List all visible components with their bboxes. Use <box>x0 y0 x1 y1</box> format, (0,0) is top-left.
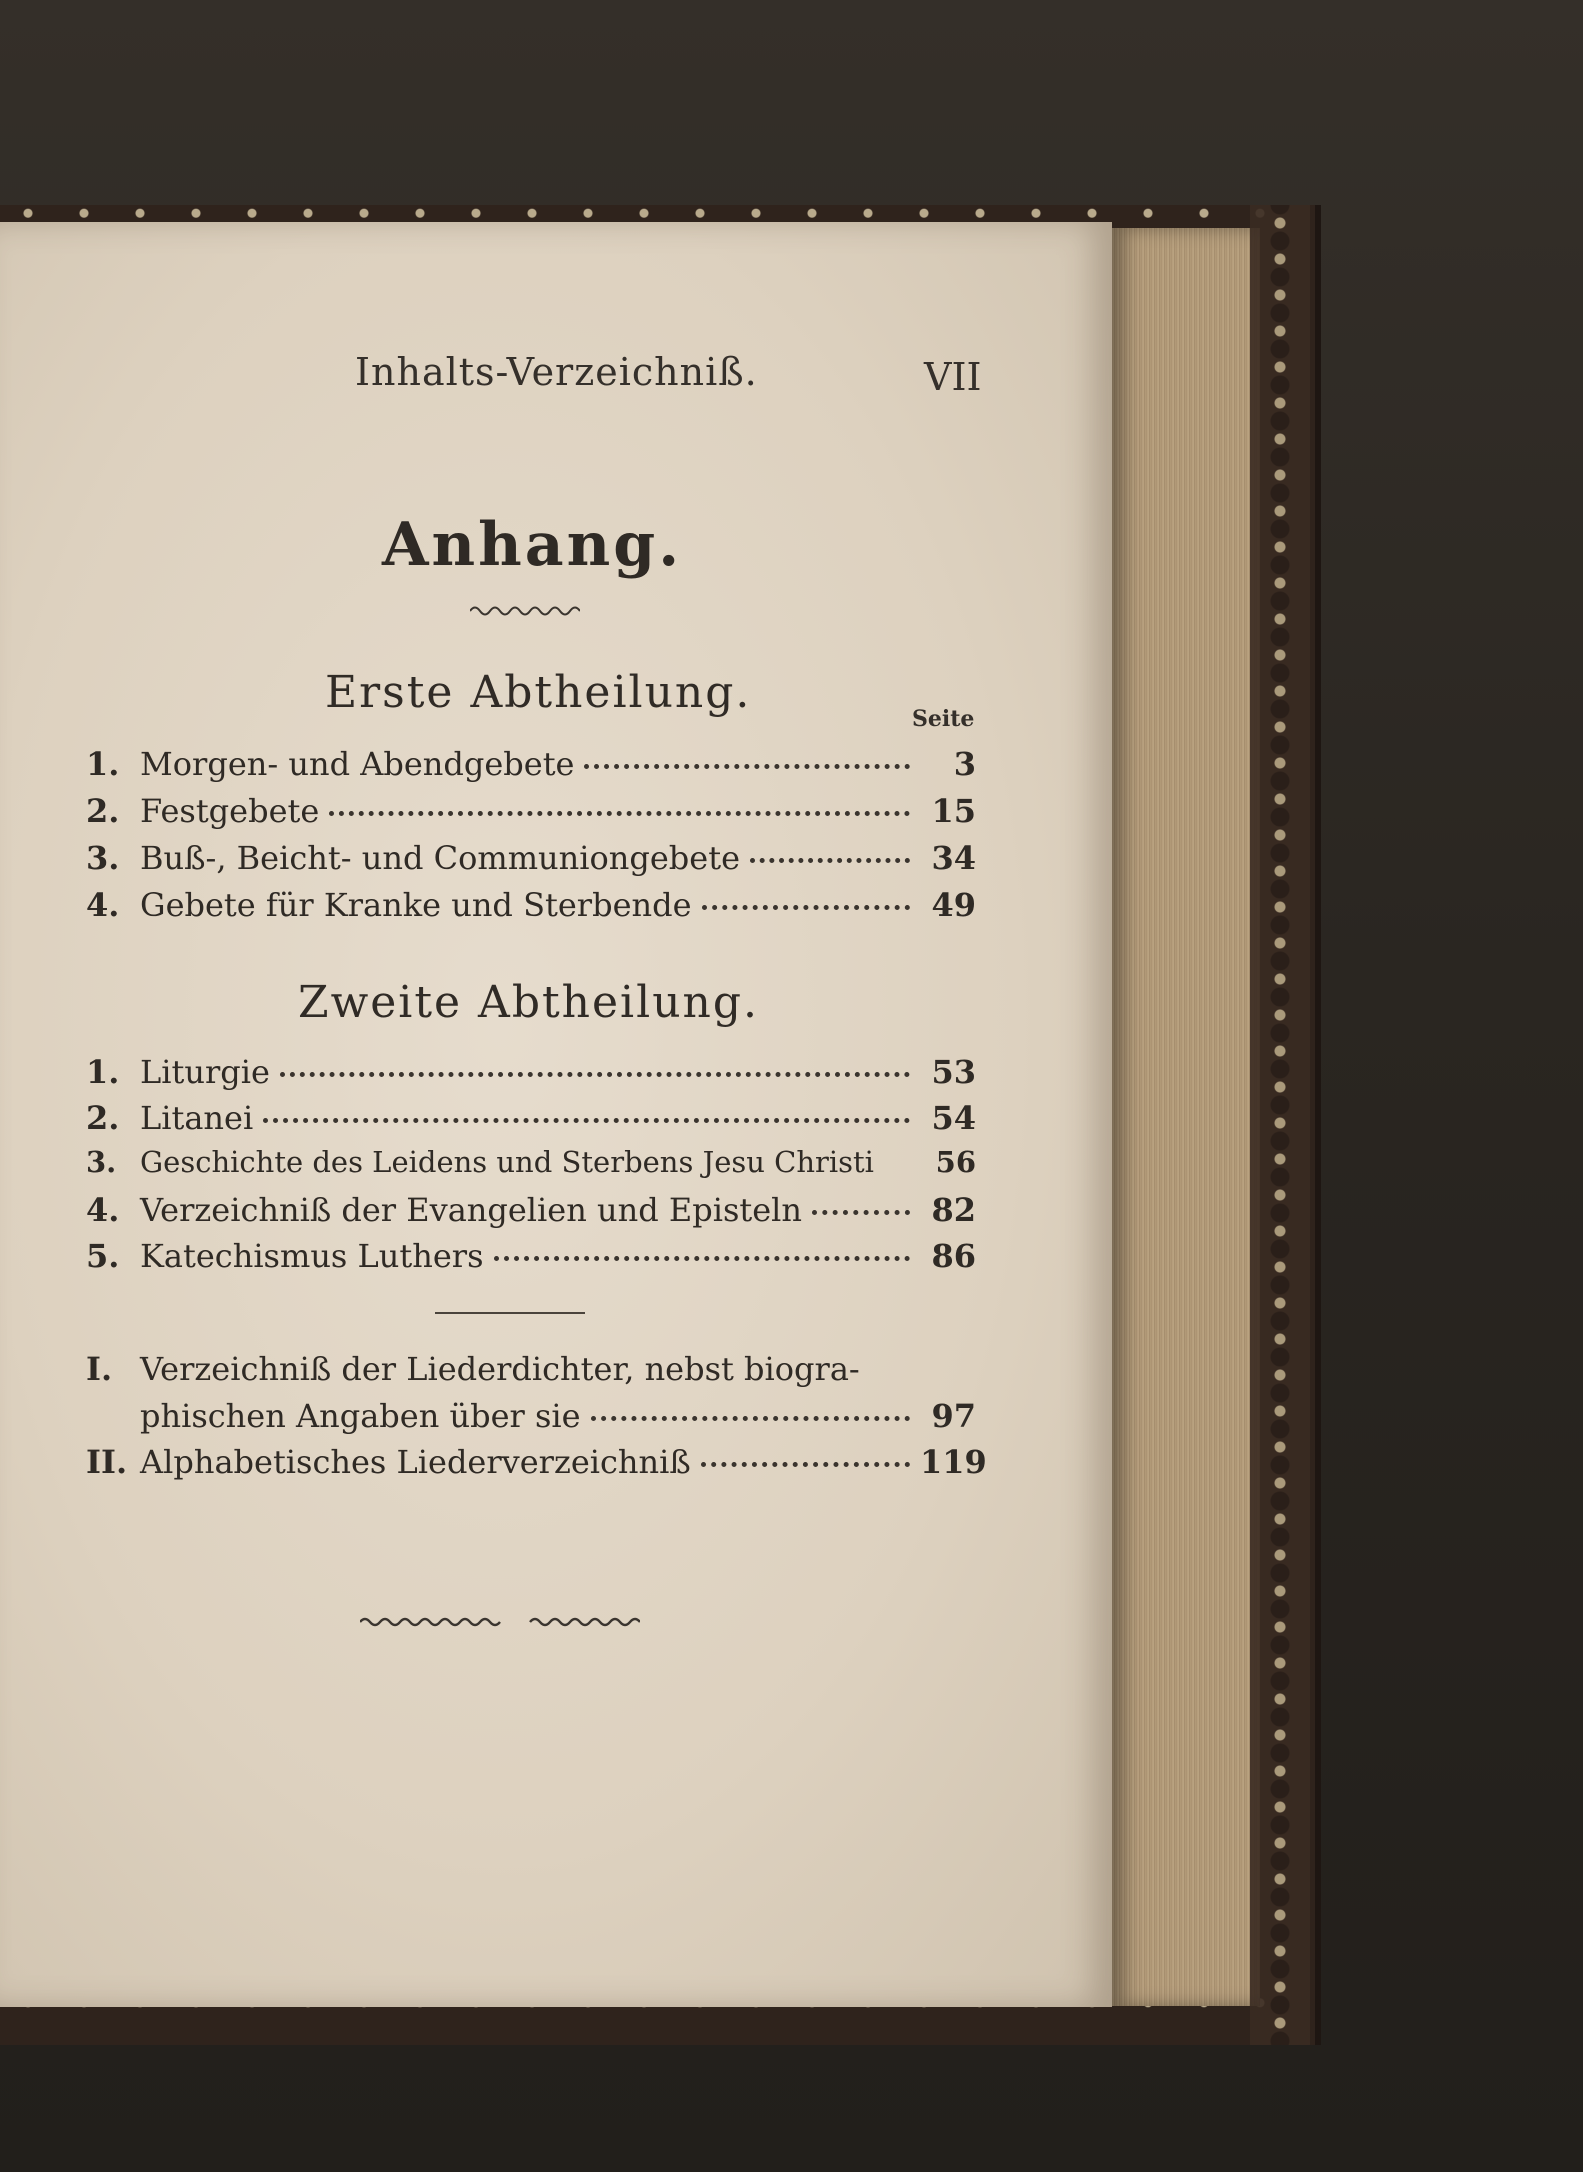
dot-leader <box>280 1072 910 1077</box>
appendix-entry[interactable] <box>86 1350 976 1388</box>
entry-page: 54 <box>931 1099 976 1137</box>
appendix-entry[interactable] <box>86 1443 987 1487</box>
dot-leader <box>750 858 910 863</box>
dot-leader <box>584 764 910 769</box>
entry-number: 4. <box>86 886 120 924</box>
running-header-title: Inhalts-Verzeichniß. <box>355 350 758 394</box>
toc-entry[interactable] <box>86 792 976 836</box>
entry-number: 1. <box>86 1053 120 1091</box>
appendix-entry-continuation[interactable] <box>140 1397 976 1441</box>
toc-entry[interactable] <box>86 1145 976 1189</box>
toc-entry[interactable] <box>86 1099 976 1143</box>
entry-number: 4. <box>86 1191 120 1229</box>
toc-entry[interactable] <box>86 1191 976 1235</box>
entry-number: I. <box>86 1350 113 1388</box>
entry-number: 3. <box>86 1145 117 1179</box>
entry-page: 82 <box>931 1191 976 1229</box>
entry-number: II. <box>86 1443 128 1481</box>
page-column-label: Seite <box>912 706 975 732</box>
toc-entry[interactable] <box>86 1237 976 1281</box>
running-header-page-number: VII <box>924 355 982 399</box>
entry-title: Festgebete <box>140 792 320 830</box>
entry-title: Buß-, Beicht- und Communiongebete <box>140 839 740 877</box>
side-ornament-border <box>1250 205 1310 2045</box>
top-ornament-border <box>0 200 1310 222</box>
entry-title-line1: Verzeichniß der Liederdichter, nebst biogra- <box>140 1350 860 1388</box>
entry-title: Verzeichniß der Evangelien und Episteln <box>140 1191 802 1229</box>
entry-title: Litanei <box>140 1099 254 1137</box>
entry-number: 2. <box>86 792 120 830</box>
entry-title-line2: phischen Angaben über sie <box>140 1397 581 1435</box>
part2-title: Zweite Abtheilung. <box>298 977 760 1028</box>
dot-leader <box>494 1256 911 1261</box>
toc-entry[interactable] <box>86 745 976 789</box>
closing-wavy-rule-icon <box>360 1615 640 1629</box>
entry-title: Morgen- und Abendgebete <box>140 745 575 783</box>
dot-leader <box>591 1416 910 1421</box>
entry-page: 56 <box>935 1145 976 1179</box>
dot-leader <box>263 1118 910 1123</box>
entry-title: Gebete für Kranke und Sterbende <box>140 886 692 924</box>
dot-leader <box>702 905 910 910</box>
section-divider <box>435 1312 585 1314</box>
entry-number: 2. <box>86 1099 120 1137</box>
entry-page: 34 <box>931 839 976 877</box>
dot-leader <box>812 1210 910 1215</box>
entry-number: 5. <box>86 1237 120 1275</box>
dot-leader <box>701 1462 910 1467</box>
entry-page: 3 <box>953 745 976 783</box>
entry-page: 53 <box>931 1053 976 1091</box>
section-title: Anhang. <box>382 510 683 580</box>
dot-leader <box>329 811 910 816</box>
toc-entry[interactable] <box>86 839 976 883</box>
entry-title: Katechismus Luthers <box>140 1237 484 1275</box>
entry-title: Liturgie <box>140 1053 270 1091</box>
part1-title: Erste Abtheilung. <box>325 667 752 718</box>
page-edges <box>1110 228 1260 2006</box>
entry-page: 97 <box>931 1397 976 1435</box>
entry-title: Geschichte des Leidens und Sterbens Jesu Christi <box>140 1145 874 1179</box>
entry-title: Alphabetisches Liederverzeichniß <box>140 1443 691 1481</box>
entry-number: 3. <box>86 839 120 877</box>
entry-page: 15 <box>931 792 976 830</box>
entry-page: 119 <box>920 1443 987 1481</box>
toc-entry[interactable] <box>86 886 976 930</box>
entry-page: 86 <box>931 1237 976 1275</box>
entry-page: 49 <box>931 886 976 924</box>
wavy-rule-icon <box>470 604 580 618</box>
toc-entry[interactable] <box>86 1053 976 1097</box>
entry-number: 1. <box>86 745 120 783</box>
